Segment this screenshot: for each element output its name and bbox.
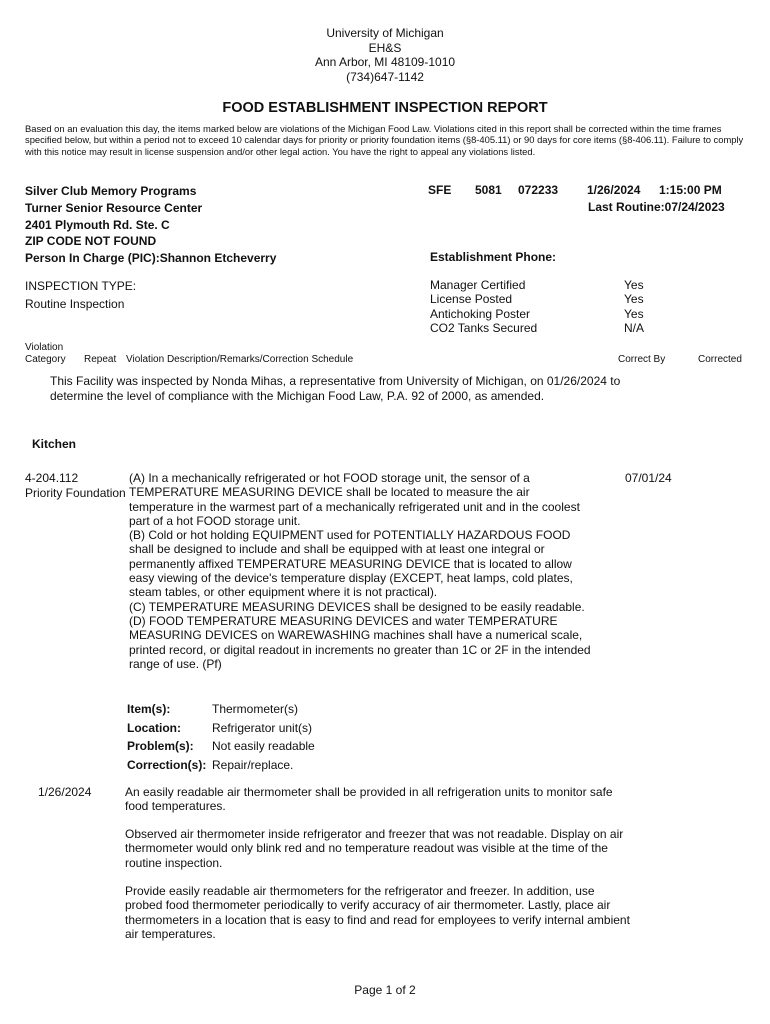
violation-category: Priority Foundation xyxy=(25,486,126,500)
col-violation: Violation xyxy=(25,342,64,353)
pic-label: Person In Charge (PIC): xyxy=(25,251,160,266)
violation-correct-by: 07/01/24 xyxy=(625,471,672,485)
last-routine-label: Last Routine: xyxy=(588,200,665,214)
violation-line: TEMPERATURE MEASURING DEVICE shall be located to measure the air xyxy=(129,485,530,500)
inspection-time: 1:15:00 PM xyxy=(659,183,722,197)
section-title: Kitchen xyxy=(32,437,77,451)
violation-line: easy viewing of the device's temperature display (EXCEPT, heat lamps, cold plates, xyxy=(129,571,573,586)
violation-line: (B) Cold or hot holding EQUIPMENT used for POTENTIALLY HAZARDOUS FOOD xyxy=(129,528,571,543)
detail-values xyxy=(212,700,315,775)
page-number: Page 1 of 2 xyxy=(354,983,416,997)
violation-line: shall be designed to include and shall be equipped with at least one integral or xyxy=(129,542,545,557)
col-category: Category xyxy=(25,354,66,365)
check-value: N/A xyxy=(624,320,645,335)
note-line: An easily readable air thermometer shall be provided in all refrigeration units to monitor safe xyxy=(125,785,613,799)
establishment-address1: Turner Senior Resource Center xyxy=(25,200,203,215)
violation-line: part of a hot FOOD storage unit. xyxy=(129,513,301,528)
check-label: CO2 Tanks Secured xyxy=(430,320,538,335)
inspection-date: 1/26/2024 xyxy=(587,183,641,197)
note-date: 1/26/2024 xyxy=(38,785,92,799)
violation-code: 4-204.112 xyxy=(25,471,79,485)
detail-label: Correction(s): xyxy=(127,758,207,773)
establishment-phone-label: Establishment Phone: xyxy=(430,250,557,264)
check-label: Antichoking Poster xyxy=(430,306,531,321)
violation-line: (C) TEMPERATURE MEASURING DEVICES shall be designed to be easily readable. xyxy=(129,599,585,614)
person-in-charge xyxy=(25,250,276,267)
establishment-address2: 2401 Plymouth Rd. Ste. C xyxy=(25,217,170,232)
check-label: Manager Certified xyxy=(430,278,526,292)
establishment-code: SFE xyxy=(428,183,452,197)
col-corrected: Corrected xyxy=(698,354,742,365)
violation-line: (D) FOOD TEMPERATURE MEASURING DEVICES and water TEMPERATURE xyxy=(129,613,558,628)
inspection-type xyxy=(25,278,136,313)
establishment-num1: 5081 xyxy=(475,183,502,197)
col-repeat: Repeat xyxy=(84,354,117,365)
check-value: Yes xyxy=(624,292,644,307)
violation-line: permanently affixed TEMPERATURE MEASURING DEVICE that is located to allow xyxy=(129,556,572,571)
establishment-zip: ZIP CODE NOT FOUND xyxy=(25,234,157,249)
last-routine-date: 07/24/2023 xyxy=(664,200,725,214)
detail-labels xyxy=(127,700,206,775)
checklist-labels xyxy=(430,278,537,335)
violation-line: range of use. (Pf) xyxy=(129,656,222,671)
violation-text xyxy=(129,471,591,671)
check-label: License Posted xyxy=(430,292,513,307)
agency-phone: (734)647-1142 xyxy=(346,69,424,84)
last-routine xyxy=(588,200,725,214)
detail-label: Problem(s): xyxy=(127,739,194,754)
inspection-summary: This Facility was inspected by Nonda Mihas, a representative from University of Michigan, on 01/26/2024 to determine the level of compliance with the Michigan Food Law, P.A. 92 of 2000, as amended. xyxy=(50,374,621,403)
inspection-type-value: Routine Inspection xyxy=(25,296,125,311)
violation-line: temperature in the warmest part of a mechanically refrigerated unit and in the coolest xyxy=(129,499,580,514)
check-value: Yes xyxy=(624,306,644,321)
intro-paragraph: Based on an evaluation this day, the items marked below are violations of the Michigan Food Law. Violations cited in this report shall be corrected within the time frames specified below, but within a period not to exceed 10 calendar days for priority or priority foundation items (§8-405.11) or 90 days for core items (§8-406.11). Failure to comply with this notice may result in license suspension and/or other legal action. You have the right to appeal any violations listed. xyxy=(25,123,744,157)
detail-value: Repair/replace. xyxy=(212,758,294,773)
note-2 xyxy=(125,827,623,870)
detail-label: Location: xyxy=(127,720,181,735)
checklist-values xyxy=(624,278,644,335)
establishment-num2: 072233 xyxy=(518,183,559,197)
note-line: probed food thermometer periodically to verify accuracy of air thermometer. Lastly, place air xyxy=(125,898,611,913)
agency-city: Ann Arbor, MI 48109-1010 xyxy=(314,55,456,69)
establishment-info xyxy=(25,183,276,267)
violation-line: steam tables, or other equipment where it is not practical). xyxy=(129,585,438,600)
note-line: food temperatures. xyxy=(125,799,226,814)
col-description: Violation Description/Remarks/Correction Schedule xyxy=(126,354,354,365)
note-line: thermometer would only blink red and no temperature readout was visible at the time of the xyxy=(125,841,608,856)
agency-dept: EH&S xyxy=(368,40,402,55)
establishment-name: Silver Club Memory Programs xyxy=(25,184,197,198)
detail-value: Thermometer(s) xyxy=(212,702,299,716)
note-line: thermometers in a location that is easy to find and read for employees to verify internal ambient xyxy=(125,912,630,927)
note-line: air temperatures. xyxy=(125,926,216,941)
note-line: Observed air thermometer inside refrigerator and freezer that was not readable. Display on air xyxy=(125,827,624,841)
inspection-type-label: INSPECTION TYPE: xyxy=(25,279,137,293)
detail-value: Refrigerator unit(s) xyxy=(212,720,313,735)
violation-line: (A) In a mechanically refrigerated or hot FOOD storage unit, the sensor of a xyxy=(129,471,530,485)
note-1 xyxy=(125,785,613,814)
agency-header xyxy=(0,26,770,84)
pic-name: Shannon Etcheverry xyxy=(159,251,277,266)
violation-line: printed record, or digital readout in increments no greater than 1C or 2F in the intended xyxy=(129,642,591,657)
violation-line: MEASURING DEVICES on WAREWASHING machines shall have a numerical scale, xyxy=(129,628,583,643)
agency-name: University of Michigan xyxy=(326,26,444,40)
note-line: Provide easily readable air thermometers for the refrigerator and freezer. In addition, use xyxy=(125,884,595,898)
detail-value: Not easily readable xyxy=(212,739,315,754)
check-value: Yes xyxy=(624,278,644,292)
report-title: FOOD ESTABLISHMENT INSPECTION REPORT xyxy=(222,100,548,116)
note-3 xyxy=(125,884,630,941)
note-line: routine inspection. xyxy=(125,855,223,870)
detail-label: Item(s): xyxy=(127,702,171,716)
col-correct-by: Correct By xyxy=(618,354,666,365)
